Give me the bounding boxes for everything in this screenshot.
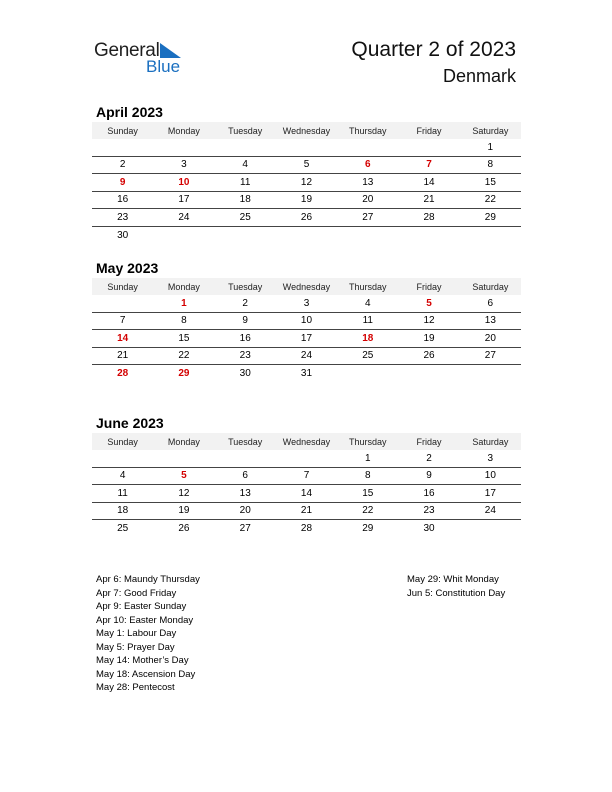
weekday-label: Monday (167, 436, 200, 447)
day-cell: 25 (239, 211, 251, 223)
holiday-entry: May 18: Ascension Day (96, 668, 196, 680)
weekday-label: Friday (416, 125, 442, 136)
logo-text-blue: Blue (146, 57, 181, 76)
day-cell: 23 (117, 211, 129, 223)
day-cell: 26 (178, 523, 190, 535)
day-cell: 5 (303, 159, 310, 171)
week-row (92, 157, 521, 175)
day-cell: 24 (484, 505, 496, 517)
month-title: June 2023 (96, 415, 164, 431)
day-cell: 15 (484, 176, 496, 188)
day-cell: 18 (362, 332, 374, 344)
week-row (92, 330, 521, 348)
day-cell: 4 (364, 297, 371, 309)
day-cell: 18 (117, 505, 129, 517)
day-cell: 27 (239, 523, 251, 535)
day-cell: 1 (181, 297, 187, 309)
day-cell: 25 (362, 350, 374, 362)
day-cell: 7 (426, 159, 432, 171)
week-row (92, 313, 521, 331)
day-cell: 11 (240, 176, 251, 188)
weekday-label: Friday (416, 281, 442, 292)
day-cell: 2 (426, 452, 432, 464)
day-cell: 19 (423, 332, 435, 344)
day-cell: 7 (119, 315, 126, 327)
day-cell: 28 (423, 211, 435, 223)
day-cell: 15 (178, 332, 190, 344)
day-cell: 30 (117, 229, 129, 241)
weekday-label: Thursday (349, 436, 387, 447)
week-row (92, 365, 521, 383)
day-cell: 17 (300, 332, 313, 344)
day-cell: 12 (178, 487, 190, 499)
day-cell: 3 (181, 159, 187, 171)
day-cell: 17 (178, 194, 190, 206)
holiday-list-right (407, 573, 505, 600)
holiday-entry: May 5: Prayer Day (96, 641, 175, 653)
weekday-label: Saturday (472, 125, 509, 136)
day-cell: 10 (178, 176, 190, 188)
holiday-list-left (96, 573, 200, 695)
holiday-entry: Apr 9: Easter Sunday (96, 601, 187, 612)
week-row (92, 139, 521, 157)
weekday-label: Wednesday (282, 281, 331, 292)
day-cell: 15 (362, 487, 374, 499)
holiday-entry: May 14: Mother’s Day (96, 655, 189, 666)
day-cell: 12 (300, 176, 313, 188)
day-cell: 21 (117, 350, 129, 362)
logo-text-general: General (94, 40, 160, 61)
month-title: May 2023 (96, 260, 159, 276)
day-cell: 16 (117, 194, 129, 206)
day-cell: 28 (117, 368, 129, 380)
page-title: Quarter 2 of 2023 (351, 38, 516, 61)
week-row (92, 468, 521, 486)
day-cell: 4 (242, 159, 248, 171)
country-name: Denmark (442, 66, 516, 86)
day-cell: 24 (178, 211, 190, 223)
day-cell: 5 (181, 470, 187, 482)
holiday-entry: Apr 7: Good Friday (96, 587, 177, 599)
day-cell: 25 (117, 523, 129, 535)
weekday-header-row (92, 278, 521, 295)
day-cell: 9 (426, 470, 432, 482)
day-cell: 29 (362, 523, 374, 535)
weekday-label: Wednesday (282, 436, 331, 447)
month-title: April 2023 (96, 104, 163, 120)
day-cell: 30 (423, 523, 435, 535)
day-cell: 20 (239, 505, 251, 517)
week-row (92, 503, 521, 521)
day-cell: 17 (484, 487, 496, 499)
week-row (92, 192, 521, 210)
holiday-entry: Apr 10: Easter Monday (96, 614, 194, 626)
weekday-label: Sunday (107, 125, 138, 136)
day-cell: 20 (362, 194, 374, 206)
day-cell: 2 (119, 159, 126, 171)
day-cell: 27 (362, 211, 374, 223)
day-cell: 21 (300, 505, 313, 517)
day-cell: 11 (362, 315, 373, 327)
holiday-entry: May 1: Labour Day (96, 628, 177, 639)
day-cell: 21 (423, 194, 435, 206)
day-cell: 19 (178, 505, 190, 517)
day-cell: 7 (303, 470, 310, 482)
weekday-label: Saturday (472, 281, 509, 292)
day-cell: 14 (117, 332, 129, 344)
day-cell: 9 (242, 315, 248, 327)
weekday-label: Thursday (349, 125, 387, 136)
holiday-entry: May 28: Pentecost (96, 682, 175, 693)
day-cell: 31 (300, 368, 313, 380)
day-cell: 6 (487, 297, 494, 309)
day-cell: 8 (364, 470, 371, 482)
weekday-label: Sunday (107, 281, 138, 292)
brand-logo (94, 40, 194, 80)
week-row (92, 295, 521, 313)
month-june (92, 413, 521, 538)
day-cell: 13 (484, 315, 496, 327)
day-cell: 22 (484, 194, 496, 206)
day-cell: 6 (242, 470, 248, 482)
week-row (92, 348, 521, 366)
month-april (92, 102, 521, 244)
weekday-label: Saturday (472, 436, 509, 447)
weekday-label: Sunday (107, 436, 138, 447)
day-cell: 23 (239, 350, 251, 362)
day-cell: 16 (239, 332, 251, 344)
day-cell: 13 (239, 487, 251, 499)
day-cell: 26 (423, 350, 435, 362)
weekday-label: Monday (167, 281, 200, 292)
day-cell: 24 (300, 350, 313, 362)
day-cell: 12 (423, 315, 435, 327)
day-cell: 18 (239, 194, 251, 206)
holiday-entry: Apr 6: Maundy Thursday (96, 574, 200, 585)
day-cell: 3 (303, 297, 310, 309)
week-row (92, 227, 521, 245)
day-cell: 30 (239, 368, 251, 380)
week-row (92, 209, 521, 227)
day-cell: 8 (487, 159, 494, 171)
day-cell: 1 (487, 141, 494, 153)
day-cell: 29 (178, 368, 190, 380)
day-cell: 5 (426, 297, 432, 309)
day-cell: 27 (484, 350, 496, 362)
weekday-label: Tuesday (228, 281, 263, 292)
day-cell: 29 (484, 211, 496, 223)
week-row (92, 485, 521, 503)
weekday-label: Wednesday (282, 125, 331, 136)
weekday-label: Tuesday (228, 125, 263, 136)
day-cell: 19 (300, 194, 313, 206)
day-cell: 8 (181, 315, 187, 327)
weekday-label: Monday (167, 125, 200, 136)
day-cell: 10 (300, 315, 313, 327)
holiday-entry: May 29: Whit Monday (407, 574, 499, 585)
week-row (92, 450, 521, 468)
day-cell: 1 (364, 452, 371, 464)
day-cell: 3 (487, 452, 494, 464)
day-cell: 6 (364, 159, 371, 171)
month-may (92, 258, 521, 383)
weekday-header-row (92, 433, 521, 450)
day-cell: 16 (423, 487, 435, 499)
day-cell: 26 (300, 211, 313, 223)
holiday-entry: Jun 5: Constitution Day (407, 587, 506, 599)
day-cell: 28 (300, 523, 313, 535)
weekday-label: Thursday (349, 281, 387, 292)
day-cell: 20 (484, 332, 496, 344)
week-row (92, 174, 521, 192)
day-cell: 22 (362, 505, 374, 517)
day-cell: 13 (362, 176, 374, 188)
day-cell: 9 (119, 176, 126, 188)
weekday-label: Tuesday (228, 436, 263, 447)
day-cell: 22 (178, 350, 190, 362)
day-cell: 23 (423, 505, 435, 517)
day-cell: 2 (242, 297, 248, 309)
weekday-label: Friday (416, 436, 442, 447)
day-cell: 10 (484, 470, 496, 482)
week-row (92, 520, 521, 538)
weekday-header-row (92, 122, 521, 139)
day-cell: 14 (300, 487, 313, 499)
day-cell: 14 (423, 176, 435, 188)
day-cell: 4 (119, 470, 126, 482)
day-cell: 11 (117, 487, 128, 499)
